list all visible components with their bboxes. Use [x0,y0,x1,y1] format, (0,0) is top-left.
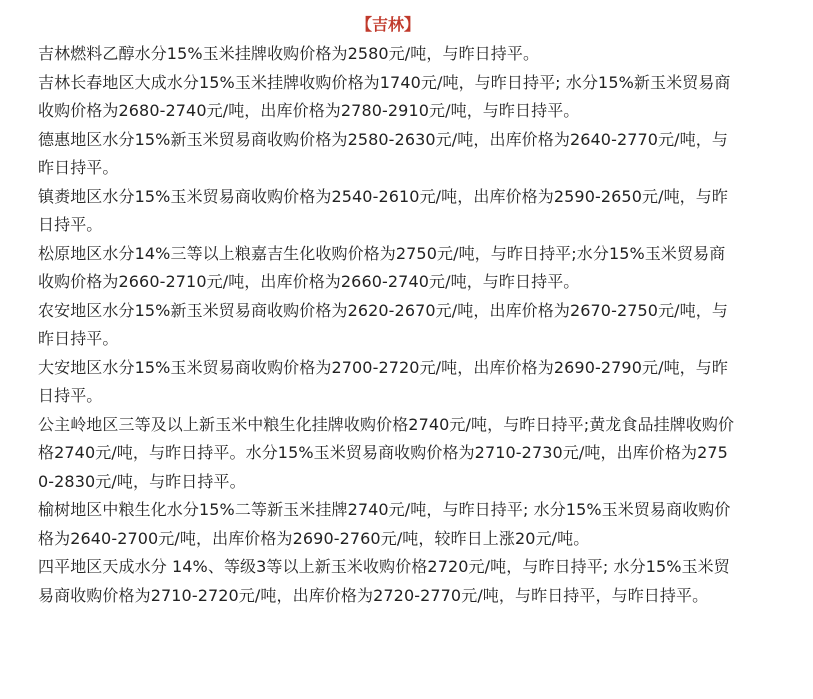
price-paragraph-siping: 四平地区天成水分 14%、等级3等以上新玉米收购价格2720元/吨，与昨日持平; 水分15%玉米贸易商收购价格为2710-2720元/吨，出库价格为2720-2770元/吨，与昨日持平，与昨日持平。 [38,557,730,605]
section-heading: 【吉林】 [355,15,420,34]
price-paragraph-daan: 大安地区水分15%玉米贸易商收购价格为2700-2720元/吨，出库价格为2690-2790元/吨，与昨日持平。 [38,357,728,405]
price-paragraph-jilin-ethanol: 吉林燃料乙醇水分15%玉米挂牌收购价格为2580元/吨，与昨日持平。 [38,44,540,63]
price-paragraph-dehui: 德惠地区水分15%新玉米贸易商收购价格为2580-2630元/吨，出库价格为2640-2770元/吨，与昨日持平。 [38,129,728,177]
price-paragraph-changchun: 吉林长春地区大成水分15%玉米挂牌收购价格为1740元/吨，与昨日持平; 水分15%新玉米贸易商收购价格为2680-2740元/吨，出库价格为2780-2910元/吨，与昨日持平。 [38,72,731,120]
price-paragraph-yushu: 榆树地区中粮生化水分15%二等新玉米挂牌2740元/吨，与昨日持平; 水分15%玉米贸易商收购价格为2640-2700元/吨，出库价格为2690-2760元/吨，较昨日上涨20元/吨。 [38,500,731,548]
price-paragraph-zhenlai: 镇赉地区水分15%玉米贸易商收购价格为2540-2610元/吨，出库价格为2590-2650元/吨，与昨日持平。 [38,186,728,234]
price-paragraph-gongzhuling: 公主岭地区三等及以上新玉米中粮生化挂牌收购价格2740元/吨，与昨日持平;黄龙食品挂牌收购价格2740元/吨，与昨日持平。水分15%玉米贸易商收购价格为2710-2730元/吨，出库价格为2750-2830元/吨，与昨日持平。 [38,414,735,491]
price-paragraph-songyuan: 松原地区水分14%三等以上粮嘉吉生化收购价格为2750元/吨，与昨日持平;水分15%玉米贸易商收购价格为2660-2710元/吨，出库价格为2660-2740元/吨，与昨日持平。 [38,243,726,291]
price-paragraph-nongan: 农安地区水分15%新玉米贸易商收购价格为2620-2670元/吨，出库价格为2670-2750元/吨，与昨日持平。 [38,300,728,348]
article-body [38,14,738,610]
